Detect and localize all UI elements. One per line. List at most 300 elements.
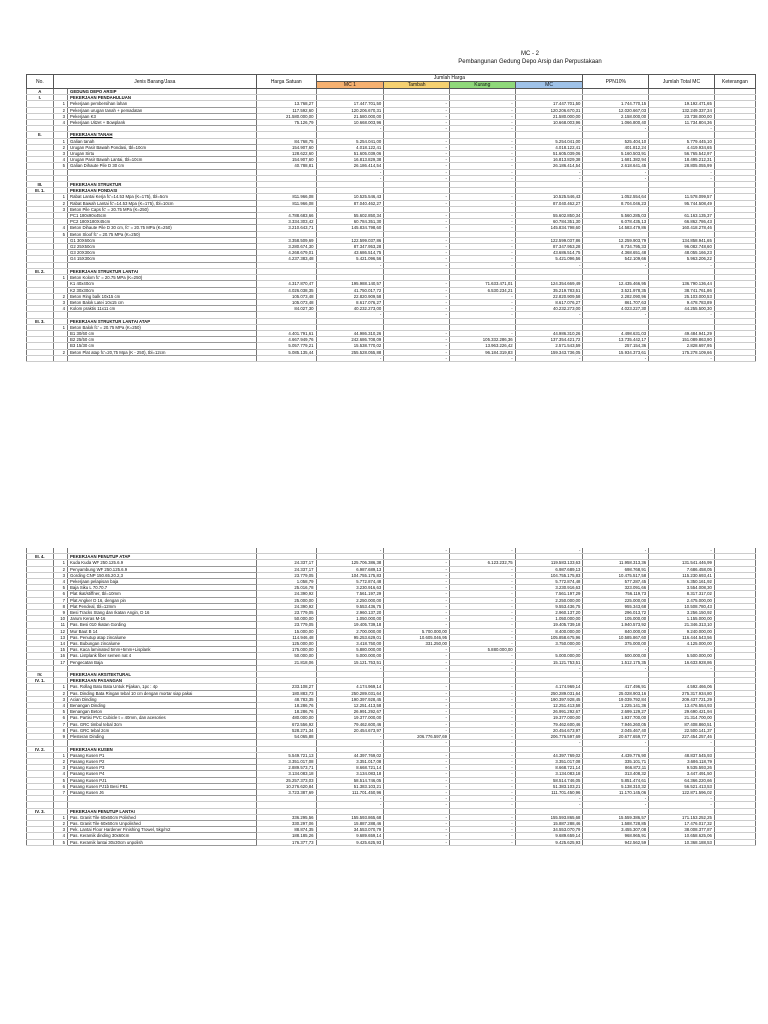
- cell-d: Pekerjaan K3: [68, 113, 257, 119]
- cell-total: 38.008.377,87: [649, 827, 715, 833]
- cell-total: 132.249.337,34: [649, 107, 715, 113]
- cell-no2: 3: [53, 765, 67, 771]
- cell-mc: 10.525.546,43: [515, 194, 583, 200]
- cell-total: 151.089.863,90: [649, 337, 715, 343]
- cell-mc1: 44.986.310,26: [316, 330, 384, 336]
- cell-d: Pekerjaan Uitzet + Bowplank: [68, 120, 257, 126]
- cell-total: 5.779.445,10: [649, 138, 715, 144]
- cell-d: Baja Siku L 70.70.7: [68, 585, 257, 591]
- cell-d: Benangan Beton: [68, 709, 257, 715]
- cell-kurang: 105.332.286,36: [449, 337, 515, 343]
- cell-mc: 120.206.670,31: [515, 107, 583, 113]
- cell-no2: 3: [53, 299, 67, 305]
- cell-d: Beton Ring balk 10x15 cm: [68, 293, 257, 299]
- cell-mc: 17.447.701,50: [515, 101, 583, 107]
- cell-kurang: -: [449, 684, 515, 690]
- cell-no2: 2: [53, 690, 67, 696]
- cell-mc: 119.583.133,63: [515, 560, 583, 566]
- cell-mc: 16.813.829,38: [515, 157, 583, 163]
- cell-ppn: 225.000,00: [583, 597, 649, 603]
- cell-mc1: 9.689.659,14: [316, 833, 384, 839]
- cell-mc1: -: [316, 796, 384, 802]
- cell-tambah: -: [384, 151, 450, 157]
- cell-tambah: -: [384, 107, 450, 113]
- cell-kurang: -: [449, 113, 515, 119]
- cell-ppn: 13.735.442,17: [583, 337, 649, 343]
- cell-no2: 6: [53, 715, 67, 721]
- cell-total: 136.790.136,44: [649, 281, 715, 287]
- cell-d: Beton Balok Latei 10x15 cm: [68, 299, 257, 305]
- cell-kurang: -: [449, 665, 515, 671]
- cell-d: Pas. Granit Tile 60x60cm Unpolished: [68, 820, 257, 826]
- cell-tambah: -: [384, 740, 450, 746]
- cell-mc: 21.580.000,00: [515, 113, 583, 119]
- cell-kurang: -: [449, 175, 515, 181]
- cell-no2: 11: [53, 622, 67, 628]
- cell-tambah: -: [384, 603, 450, 609]
- cell-kurang: -: [449, 796, 515, 802]
- cell-tambah: 5.700.000,00: [384, 628, 450, 634]
- cell-d: Pas. Kaca laminated 5mm+5mm+Lisplank: [68, 647, 257, 653]
- cell-mc1: 16.813.829,38: [316, 157, 384, 163]
- cell-ppn: -: [583, 312, 649, 318]
- cell-no2: 3: [53, 113, 67, 119]
- cell-tambah: -: [384, 572, 450, 578]
- cell-no2: 4: [53, 120, 67, 126]
- cell-kurang: -: [449, 163, 515, 169]
- cell-mc: 9.425.625,93: [515, 839, 583, 845]
- cell-harga: 811.966,08: [256, 200, 316, 206]
- cell-no2: 3: [53, 572, 67, 578]
- cell-kurang: 13.963.226,42: [449, 343, 515, 349]
- cell-kurang: 71.633.471,01: [449, 281, 515, 287]
- cell-d: Pekerjaan pelapisan baja: [68, 579, 257, 585]
- cell-tambah: -: [384, 281, 450, 287]
- cell-mc1: 10.668.003,96: [316, 120, 384, 126]
- cell-ppn: 861.707,63: [583, 299, 649, 305]
- cell-mc: 122.599.037,86: [515, 237, 583, 243]
- cell-mc1: 43.686.514,75: [316, 250, 384, 256]
- cell-mc: -: [515, 647, 583, 653]
- cell-kurang: -: [449, 566, 515, 572]
- cell-d: Beton Kolom fc' = 20.75 MPa (K=250): [68, 275, 257, 281]
- cell-harga: 21.580.000,00: [256, 113, 316, 119]
- cell-tambah: -: [384, 684, 450, 690]
- cell-harga: 176.377,73: [256, 839, 316, 845]
- cell-total: 87.408.860,51: [649, 721, 715, 727]
- cell-harga: 128.622,60: [256, 151, 316, 157]
- cell-tambah: -: [384, 777, 450, 783]
- cell-mc: -: [515, 355, 583, 361]
- cell-total: 7.686.458,05: [649, 566, 715, 572]
- cell-harga: 4.237.383,48: [256, 256, 316, 262]
- cell-total: 9.535.593,26: [649, 765, 715, 771]
- cell-ppn: 2.045.467,40: [583, 727, 649, 733]
- cell-no2: 2: [53, 820, 67, 826]
- doc-title-project: Pembangunan Gedung Depo Arsip dan Perpustakaan: [458, 59, 602, 65]
- cell-total: 38.741.761,86: [649, 287, 715, 293]
- cell-mc: 51.383.103,21: [515, 783, 583, 789]
- cell-harga: 5.057.779,21: [256, 343, 316, 349]
- cell-total: 21.314.700,00: [649, 715, 715, 721]
- cell-mc: 20.454.673,97: [515, 727, 583, 733]
- cell-total: 5.500.000,00: [649, 653, 715, 659]
- cell-no2: 4: [53, 225, 67, 231]
- cell-ppn: 5.851.474,61: [583, 777, 649, 783]
- cell-mc: 44.986.310,26: [515, 330, 583, 336]
- cell-total: -: [649, 802, 715, 808]
- cell-d: PEKERJAAN PENUTUP LANTAI: [68, 808, 257, 814]
- cell-harga: 54.065,88: [256, 734, 316, 740]
- cell-kurang: -: [449, 262, 515, 268]
- cell-d: Mur Baut B 14: [68, 628, 257, 634]
- cell-mc: 87.347.953,28: [515, 244, 583, 250]
- cell-mc: -: [515, 312, 583, 318]
- cell-mc1: 34.553.070,79: [316, 827, 384, 833]
- cell-mc: 190.397.928,45: [515, 696, 583, 702]
- cell-ppn: 12.259.903,79: [583, 237, 649, 243]
- cell-harga: 4.268.679,01: [256, 250, 316, 256]
- cell-harga: 3.358.509,69: [256, 237, 316, 243]
- cell-no2: 14: [53, 641, 67, 647]
- cell-harga: 154.907,60: [256, 157, 316, 163]
- cell-harga: 25.000,00: [256, 597, 316, 603]
- cell-d: K2 30x30cm: [68, 287, 257, 293]
- cell-mc: 8.617.076,27: [515, 299, 583, 305]
- cell-tambah: -: [384, 721, 450, 727]
- cell-no2: 3: [53, 151, 67, 157]
- cell-mc1: 5.880.000,00: [316, 647, 384, 653]
- cell-d: PEKERJAAN STRUKTUR LANTAI ATAP: [68, 318, 257, 324]
- col-kurang: Kurang: [449, 82, 515, 89]
- cell-ppn: 401.812,24: [583, 144, 649, 150]
- cell-mc: 5.254.041,00: [515, 138, 583, 144]
- cell-tambah: -: [384, 349, 450, 355]
- cell-no: III. 2.: [27, 268, 54, 274]
- cell-ppn: 2.158.000,00: [583, 113, 649, 119]
- cell-total: 227.454.257,46: [649, 734, 715, 740]
- cell-d: Pekerjaan urugan tanah + pemadatan: [68, 107, 257, 113]
- cell-kurang: -: [449, 634, 515, 640]
- cell-tambah: -: [384, 138, 450, 144]
- cell-no2: 1: [53, 275, 67, 281]
- cell-ppn: 323.091,66: [583, 585, 649, 591]
- cell-no: IV.: [27, 672, 54, 678]
- cell-d: Galian tanah: [68, 138, 257, 144]
- cell-d: Penyambung WF 250.125.6.9: [68, 566, 257, 572]
- cell-mc1: 7.561.197,29: [316, 591, 384, 597]
- cell-harga: 88.874,35: [256, 827, 316, 833]
- cost-table-page-1: [26, 74, 756, 362]
- cell-tambah: -: [384, 802, 450, 808]
- cell-ppn: 577.287,45: [583, 579, 649, 585]
- cell-kurang: -: [449, 585, 515, 591]
- col-total: Jumlah Total MC: [649, 75, 715, 89]
- cell-tambah: -: [384, 610, 450, 616]
- cell-kurang: -: [449, 151, 515, 157]
- cell-tambah: -: [384, 696, 450, 702]
- cell-mc1: 104.755.175,83: [316, 572, 384, 578]
- cell-total: 115.230.693,41: [649, 572, 715, 578]
- cell-ppn: 105.000,00: [583, 616, 649, 622]
- cell-mc1: 87.347.953,28: [316, 244, 384, 250]
- cell-d: PEKERJAAN ARSITEKTURAL: [68, 672, 257, 678]
- cell-total: 122.871.596,02: [649, 789, 715, 795]
- cell-total: 3.256.150,92: [649, 610, 715, 616]
- cell-mc1: 8.668.721,14: [316, 765, 384, 771]
- cell-tambah: -: [384, 144, 450, 150]
- cell-ppn: 525.404,10: [583, 138, 649, 144]
- cell-tambah: -: [384, 312, 450, 318]
- cell-mc: 5.000.000,00: [515, 653, 583, 659]
- cell-total: 5.963.206,22: [649, 256, 715, 262]
- cell-ppn: 313.408,32: [583, 771, 649, 777]
- cell-ppn: 7.946.260,05: [583, 721, 649, 727]
- cell-tambah: -: [384, 355, 450, 361]
- cell-no2: 1: [53, 324, 67, 330]
- cell-no2: 15: [53, 647, 67, 653]
- cell-tambah: -: [384, 665, 450, 671]
- cell-mc1: -: [316, 169, 384, 175]
- cell-tambah: -: [384, 597, 450, 603]
- cell-d: G3 20X30cm: [68, 250, 257, 256]
- cell-kurang: -: [449, 194, 515, 200]
- cell-ppn: 375.000,00: [583, 641, 649, 647]
- cell-mc: -: [515, 175, 583, 181]
- cell-total: 134.858.941,65: [649, 237, 715, 243]
- cell-d: Galian Dihaute Pile D 30 cm: [68, 163, 257, 169]
- cell-d: Pasang Kusen P1: [68, 752, 257, 758]
- cell-ppn: 296.013,72: [583, 610, 649, 616]
- cell-mc1: 21.580.000,00: [316, 113, 384, 119]
- table-row: [27, 839, 756, 845]
- cell-mc: 137.354.421,72: [515, 337, 583, 343]
- cell-harga: 18.286,76: [256, 703, 316, 709]
- cell-harga: 84.027,30: [256, 306, 316, 312]
- cell-tambah: 331.250,00: [384, 641, 450, 647]
- cell-kurang: -: [449, 709, 515, 715]
- cell-mc: 26.186.414,54: [515, 163, 583, 169]
- cell-kurang: -: [449, 225, 515, 231]
- cell-mc: 60.784.351,30: [515, 219, 583, 225]
- cell-ppn: 11.958.313,36: [583, 560, 649, 566]
- cell-harga: 336.295,56: [256, 814, 316, 820]
- cell-harga: 50.000,00: [256, 653, 316, 659]
- doc-title-mc: MC - 2: [521, 51, 539, 57]
- cell-total: -: [649, 548, 715, 554]
- cell-ppn: 1.940.573,92: [583, 622, 649, 628]
- cell-harga: 811.966,08: [256, 194, 316, 200]
- col-tambah: Tambah: [384, 82, 450, 89]
- cell-kurang: -: [449, 783, 515, 789]
- cell-harga: 3.210.643,71: [256, 225, 316, 231]
- cell-d: PEKERJAAN PONDASI: [68, 188, 257, 194]
- cell-mc1: 51.605.039,06: [316, 151, 384, 157]
- cell-mc1: 4.018.122,41: [316, 144, 384, 150]
- cell-total: 4.125.000,00: [649, 641, 715, 647]
- cell-no2: 5: [53, 231, 67, 237]
- cell-kurang: -: [449, 250, 515, 256]
- cell-ppn: 1.512.175,35: [583, 659, 649, 665]
- cell-ppn: 2.618.641,45: [583, 163, 649, 169]
- cell-d: Pas. Granit Tile 60x60cm Polished: [68, 814, 257, 820]
- cell-mc: -: [515, 740, 583, 746]
- cell-tambah: -: [384, 703, 450, 709]
- cell-no2: 8: [53, 727, 67, 733]
- cell-ppn: 8.704.046,23: [583, 200, 649, 206]
- cell-mc: 2.250.000,00: [515, 597, 583, 603]
- cell-kurang: -: [449, 126, 515, 132]
- cell-kurang: -: [449, 622, 515, 628]
- cell-mc1: 3.418.750,00: [316, 641, 384, 647]
- cell-mc: 3.351.017,08: [515, 758, 583, 764]
- cell-ppn: 3.455.307,08: [583, 827, 649, 833]
- cell-ppn: -: [583, 740, 649, 746]
- cell-ppn: 10.585.867,60: [583, 634, 649, 640]
- cell-harga: 1.058,79: [256, 579, 316, 585]
- cell-d: B3 15/30 cm: [68, 343, 257, 349]
- cell-tambah: -: [384, 262, 450, 268]
- cell-mc1: 5.000.000,00: [316, 653, 384, 659]
- cell-kurang: -: [449, 839, 515, 845]
- cell-no: [27, 355, 54, 361]
- cell-mc1: 195.988.140,57: [316, 281, 384, 287]
- cell-harga: 672.556,92: [256, 721, 316, 727]
- cell-d: Plesteran Dinding: [68, 734, 257, 740]
- cell-mc: 206.776.597,69: [515, 734, 583, 740]
- cell-no: IV. 3.: [27, 808, 54, 814]
- cell-ppn: 1.225.141,36: [583, 703, 649, 709]
- cell-no2: 1: [53, 560, 67, 566]
- cell-mc: -: [515, 126, 583, 132]
- cell-d: PEKERJAAN PENDAHULUAN: [68, 95, 257, 101]
- cell-ppn: 698.768,91: [583, 566, 649, 572]
- cell-kurang: -: [449, 734, 515, 740]
- cell-total: -: [649, 796, 715, 802]
- cell-total: 160.418.278,46: [649, 225, 715, 231]
- cell-ppn: 2.699.129,27: [583, 709, 649, 715]
- cell-mc1: 51.383.103,21: [316, 783, 384, 789]
- cell-mc: 105.858.675,96: [515, 634, 583, 640]
- cell-mc1: 22.820.909,58: [316, 293, 384, 299]
- cell-tambah: -: [384, 839, 450, 845]
- cell-kurang: -: [449, 101, 515, 107]
- cell-harga: 10.276.620,84: [256, 783, 316, 789]
- cell-tambah: -: [384, 814, 450, 820]
- cell-kurang: -: [449, 777, 515, 783]
- cell-kurang: -: [449, 789, 515, 795]
- cell-no2: 8: [53, 603, 67, 609]
- cell-d: Kolom praktis 11x11 cm: [68, 306, 257, 312]
- cell-ppn: 6.078.435,13: [583, 219, 649, 225]
- cell-tambah: 10.605.046,95: [384, 634, 450, 640]
- cell-kurang: -: [449, 814, 515, 820]
- cell-tambah: -: [384, 157, 450, 163]
- cell-tambah: -: [384, 560, 450, 566]
- cell-kurang: -: [449, 721, 515, 727]
- cell-tambah: -: [384, 833, 450, 839]
- cell-mc1: 255.528.055,88: [316, 349, 384, 355]
- cell-tambah: -: [384, 101, 450, 107]
- cell-mc1: 3.351.017,08: [316, 758, 384, 764]
- cell-mc1: -: [316, 175, 384, 181]
- cell-mc1: 145.834.798,60: [316, 225, 384, 231]
- cell-harga: 5.549.721,13: [256, 752, 316, 758]
- cell-kurang: -: [449, 579, 515, 585]
- cell-tambah: -: [384, 585, 450, 591]
- cell-ppn: 968.965,91: [583, 833, 649, 839]
- cell-mc: 145.834.798,60: [515, 225, 583, 231]
- cell-mc1: -: [316, 740, 384, 746]
- cell-harga: 21.818,06: [256, 659, 316, 665]
- cell-ppn: 11.170.145,06: [583, 789, 649, 795]
- cell-kurang: -: [449, 715, 515, 721]
- cell-no2: 1: [53, 814, 67, 820]
- cell-kurang: -: [449, 641, 515, 647]
- cell-total: 22.500.141,37: [649, 727, 715, 733]
- cell-total: 8.317.317,02: [649, 591, 715, 597]
- cell-total: 19.192.471,65: [649, 101, 715, 107]
- cell-kurang: -: [449, 758, 515, 764]
- cell-total: 56.521.413,53: [649, 783, 715, 789]
- cell-total: 64.366.220,66: [649, 777, 715, 783]
- cell-harga: 18.286,76: [256, 709, 316, 715]
- cell-d: Pasang Kusen PJ1b Besi PB1: [68, 783, 257, 789]
- cell-mc1: -: [316, 802, 384, 808]
- cell-no2: 10: [53, 616, 67, 622]
- cell-d: Pas. Bubungan zincalume: [68, 641, 257, 647]
- cell-mc1: 60.784.351,30: [316, 219, 384, 225]
- cell-kurang: 6.530.234,21: [449, 287, 515, 293]
- cell-tambah: -: [384, 659, 450, 665]
- cell-d: Pengecatan Baja: [68, 659, 257, 665]
- cell-ppn: 542.109,66: [583, 256, 649, 262]
- cell-d: PEKERJAAN PASANGAN: [68, 678, 257, 684]
- cell-no2: 4: [53, 771, 67, 777]
- cell-d: Urugan Pasir Bawah Lantai, tbl=10cm: [68, 157, 257, 163]
- cell-ppn: 5.560.285,03: [583, 213, 649, 219]
- cell-total: -: [649, 169, 715, 175]
- cell-harga: 528.271,34: [256, 727, 316, 733]
- col-mc: MC: [515, 82, 583, 89]
- cell-d: Pas. Dinding Bata Ringan tebal 10 cm dengan mortar siap pakai: [68, 690, 257, 696]
- cell-d: Pas. Keramik dinding 30x60cm: [68, 833, 257, 839]
- cell-harga: 24.390,92: [256, 591, 316, 597]
- cell-total: 6.350.161,92: [649, 579, 715, 585]
- cell-no: III.: [27, 182, 54, 188]
- cell-d: Pasang Kusen P4: [68, 771, 257, 777]
- cell-harga: 154.907,60: [256, 144, 316, 150]
- cell-total: 2.475.000,00: [649, 597, 715, 603]
- cell-harga: 4.401.791,61: [256, 330, 316, 336]
- cell-mc: 79.462.600,46: [515, 721, 583, 727]
- cell-d: Pas. Listplank fiber semen nat 4: [68, 653, 257, 659]
- cell-kurang: -: [449, 591, 515, 597]
- cell-d: Pas. Penutup atap zincalume: [68, 634, 257, 640]
- cell-total: 28.805.055,99: [649, 163, 715, 169]
- cell-kurang: -: [449, 120, 515, 126]
- cell-ppn: 417.496,91: [583, 684, 649, 690]
- cell-mc1: 58.514.746,05: [316, 777, 384, 783]
- cell-tambah: -: [384, 783, 450, 789]
- cell-d: Besi Tracks Stang dan Ikatan Angin, D 16: [68, 610, 257, 616]
- cell-no: III. 4.: [27, 554, 54, 560]
- cell-tambah: -: [384, 616, 450, 622]
- cell-harga: 23.779,05: [256, 572, 316, 578]
- cell-mc: 19.377.000,00: [515, 715, 583, 721]
- cell-harga: 24.337,17: [256, 566, 316, 572]
- cell-no2: 5: [53, 709, 67, 715]
